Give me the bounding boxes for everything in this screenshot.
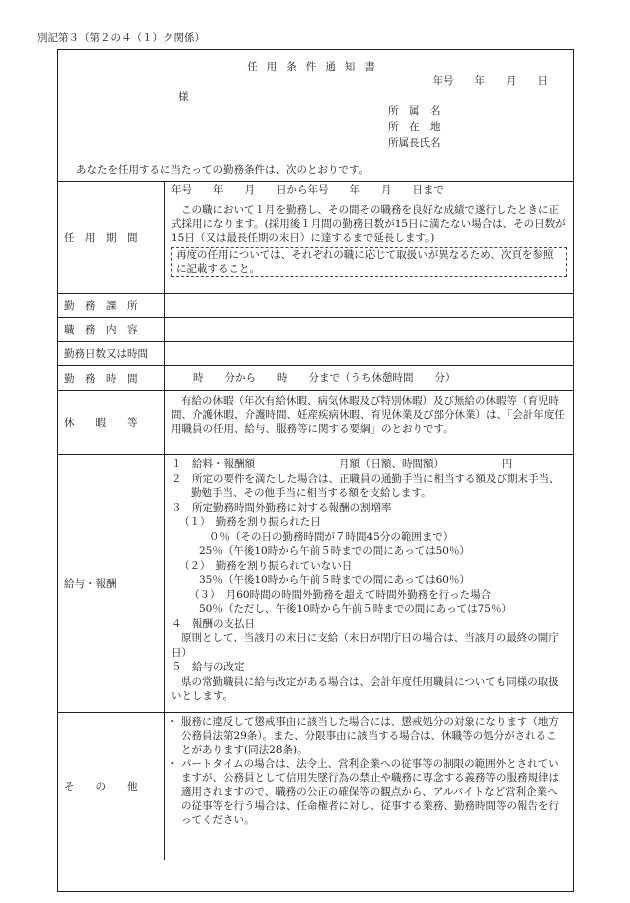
- org-address-label: 所 在 地: [388, 121, 441, 133]
- row-pay: [58, 455, 573, 713]
- pay-content: [165, 455, 573, 712]
- pay-line-5: ０％（その日の勤務時間が７時間45分の範囲まで）: [209, 530, 454, 543]
- hours-value: 時 分から 時 分まで（うち休憩時間 分）: [193, 372, 456, 384]
- issue-date: 年号 年 月 日: [432, 75, 548, 87]
- leave-label: 休 暇 等: [58, 391, 165, 454]
- pay-line-4: （１） 勤務を割り振られた日: [179, 516, 321, 528]
- pay-label: 給与・報酬: [58, 455, 165, 712]
- pay-line-2: ２ 所定の要件を満たした場合は、正職員の通勤手当に相当する額及び期末手当、勤勉手当、その他手当に相当する額を支給します。: [171, 472, 560, 499]
- row-leave: [58, 391, 573, 455]
- org-name-label: 所 属 名: [388, 105, 441, 117]
- other-label: そ の 他: [58, 713, 165, 860]
- notice-form: [57, 49, 574, 892]
- pay-line-11: ４ 報酬の支払日: [171, 617, 255, 630]
- other-content: [165, 713, 573, 860]
- days-label: 勤務日数又は時間: [58, 342, 165, 365]
- pay-line-9: （３） 月60時間の時間外勤務を超えて時間外勤務を行った場合: [189, 588, 492, 601]
- workplace-value: [165, 294, 573, 317]
- form-title: 任用条件通知書: [247, 61, 384, 73]
- pay-line-14: 県の常勤職員に給与改定がある場合は、会計年度任用職員についても同様の取扱いとします。: [171, 675, 559, 702]
- period-note: 再度の任用については、それぞれの職に応じて取扱いが異なるため、次頁を参照に記載すること。: [171, 247, 567, 277]
- hours-label: 勤 務 時 間: [58, 366, 165, 390]
- period-text: この職において１月を勤務し、その間その職務を良好な成績で遂行したときに正式採用になります。(採用後１月間の勤務日数が15日に満たない場合は、その日数が15日（又は最長任期の末日）に達するまで延長します。): [171, 204, 566, 244]
- row-workplace: [58, 294, 573, 318]
- pay-line-12: 原則として、当該月の末日に支給（末日が閉庁日の場合は、当該月の最終の開庁日）: [171, 632, 559, 659]
- period-range: 年号 年 月 日から年号 年 月 日まで: [171, 184, 444, 196]
- period-label: 任 用 期 間: [58, 182, 165, 293]
- leave-content: [165, 391, 573, 454]
- duties-value: [165, 318, 573, 341]
- leave-text: 有給の休暇（年次有給休暇、病気休暇及び特別休暇）及び無給の休暇等（育児時間、介護休暇、介護時間、妊産疾病休暇、育児休業及び部分休業）は、「会計年度任用職員の任用、給与、服務等に関する要綱」のとおりです。: [171, 395, 565, 435]
- row-other: [58, 713, 573, 860]
- pay-line-3: ３ 所定勤務時間外勤務に対する報酬の割増率: [171, 501, 392, 514]
- days-value: [165, 342, 573, 365]
- pay-line-13: ５ 給与の改定: [171, 661, 245, 673]
- pay-line-7: （２） 勤務を割り振られていない日: [179, 559, 353, 572]
- workplace-label: 勤 務 課 所: [58, 294, 165, 317]
- form-reference: 別記第３（第２の４（１）ク関係）: [37, 32, 205, 44]
- row-days: [58, 342, 573, 366]
- row-duties: [58, 318, 573, 342]
- other-bullet-1: ・ 服務に違反して懲戒事由に該当した場合には、懲戒処分の対象になります（地方公務員法第29条）。また、分限事由に該当する場合は、休職等の処分がされることがあります(同法28条)。: [167, 716, 559, 756]
- form-header: [58, 50, 573, 182]
- addressee-suffix: 様: [178, 91, 189, 103]
- duties-label: 職 務 内 容: [58, 318, 165, 341]
- pay-line-6: 25％（午後10時から午前５時までの間にあっては50％）: [199, 545, 470, 557]
- period-content: [165, 182, 573, 293]
- row-period: [58, 182, 573, 294]
- pay-line-10: 50％（ただし、午後10時から午前５時までの間にあっては75％）: [199, 603, 512, 615]
- other-bullet-2: ・ パートタイムの場合は、法令上、営利企業への従事等の制限の範囲外とされていますが、公務員として信用失墜行為の禁止や職務に専念する義務等の服務規律は適用されますので、職務の公正の確保等の観点から、アルバイトなど営利企業への従事等を行う場合は、任命権者に対し、従事する業務、勤務時間等の報告を行ってください。: [167, 758, 559, 826]
- pay-line-8: 35％（午後10時から午前５時までの間にあっては60％）: [199, 574, 470, 586]
- org-head-label: 所属長氏名: [388, 137, 441, 149]
- intro-text: あなたを任用するに当たっての勤務条件は、次のとおりです。: [76, 164, 370, 176]
- row-hours: [58, 366, 573, 391]
- pay-line-1: １ 給料・報酬額 月額（日額、時間額） 円: [171, 458, 513, 470]
